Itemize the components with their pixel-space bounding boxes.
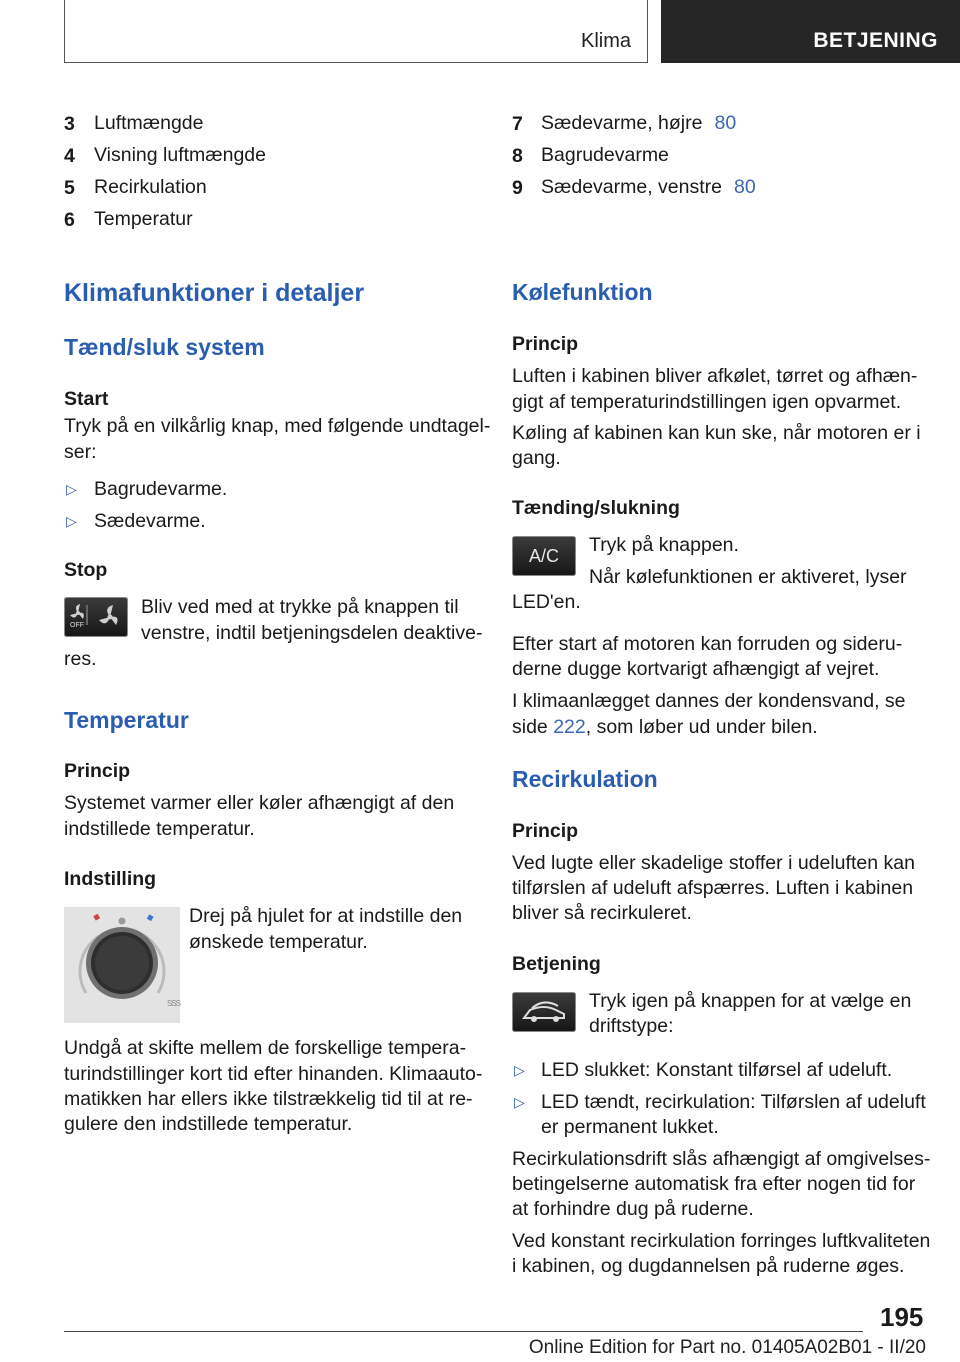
subsection-title: Temperatur (64, 707, 189, 733)
bullet-text-line: LED tændt, recirkulation: Tilførslen af udeluft (541, 1091, 926, 1113)
stop-text-line: Bliv ved med at trykke på knappen til (141, 596, 459, 618)
legend-number: 8 (512, 145, 523, 167)
stop-heading: Stop (64, 559, 108, 581)
bullet-triangle-icon: ▷ (66, 513, 77, 529)
operation-heading: Betjening (512, 953, 601, 975)
note-text-line: gulere den indstillede temperatur. (64, 1113, 353, 1135)
car-recirculation-icon (512, 992, 576, 1032)
legend-text: Bagrudevarme (541, 144, 669, 166)
header-section-box (64, 0, 648, 63)
page-reference-link[interactable]: 80 (734, 176, 756, 198)
subsection-title: Kølefunktion (512, 279, 653, 305)
climate-off-button-image (64, 597, 128, 637)
operation-text-line: driftstype: (589, 1015, 674, 1037)
principle-text-line: indstillede temperatur. (64, 818, 255, 840)
ac-label: A/C (528, 546, 559, 566)
setting-heading: Indstilling (64, 868, 157, 890)
text-segment: , som løber ud under bilen. (585, 716, 818, 738)
body-text-line: betingelserne automatisk fra efter nogen tid for (512, 1173, 916, 1195)
start-heading: Start (64, 388, 109, 410)
body-text-line (512, 715, 818, 740)
principle-text-line: Systemet varmer eller køler afhængigt af den (64, 792, 455, 814)
ac-button-image (512, 536, 576, 576)
edition-text: Online Edition for Part no. 01405A02B01 - II/20 (528, 1337, 926, 1358)
start-text-line: Tryk på en vilkårlig knap, med følgende undtagel- (64, 415, 491, 437)
operation-text-line: Tryk igen på knappen for at vælge en (589, 990, 912, 1012)
subsection-title: Tænd/sluk system (64, 334, 265, 360)
principle-heading: Princip (64, 760, 131, 782)
heat-symbol-label: SSS (167, 999, 181, 1008)
principle-text-line: bliver så recirkuleret. (512, 902, 692, 924)
page-reference-link[interactable]: 222 (553, 716, 586, 738)
legend-text: Visning luftmængde (94, 144, 266, 166)
bullet-text: Sædevarme. (94, 510, 206, 532)
legend-text: Temperatur (94, 208, 193, 230)
stop-text-line: res. (64, 648, 97, 670)
principle-text-line: Ved lugte eller skadelige stoffer i udeluften kan (512, 852, 915, 874)
legend-number: 9 (512, 177, 523, 199)
legend-text: Luftmængde (94, 112, 204, 134)
legend-number: 3 (64, 113, 75, 135)
principle-text-line: Køling af kabinen kan kun ske, når motoren er i (512, 422, 921, 444)
setting-text-line: ønskede temperatur. (189, 931, 368, 953)
note-text-line: matikken har ellers ikke tilstrækkelig tid til at re- (64, 1088, 473, 1110)
principle-heading: Princip (512, 333, 579, 355)
footer-divider (64, 1331, 863, 1332)
switch-text-line: LED'en. (512, 591, 581, 613)
header-section-title: Klima (580, 30, 631, 52)
body-text-line: i kabinen, og dugdannelsen på ruderne øges. (512, 1255, 905, 1277)
switch-heading: Tænding/slukning (512, 497, 680, 519)
legend-number: 7 (512, 113, 523, 135)
page-reference-link[interactable]: 80 (714, 112, 737, 134)
recirculation-button-image (512, 992, 576, 1032)
temperature-knob-image (64, 907, 180, 1023)
body-text-line: at forhindre dug på ruderne. (512, 1198, 754, 1220)
bullet-text: LED slukket: Konstant tilførsel af udeluft. (541, 1059, 893, 1081)
temperature-dial-icon (64, 907, 180, 1023)
legend-number: 5 (64, 177, 75, 199)
note-text-line: turindstillinger kort tid efter hinanden. Klimaauto- (64, 1063, 483, 1085)
body-text-line: Recirkulationsdrift slås afhængigt af omgivelses- (512, 1148, 931, 1170)
text-segment: side (512, 716, 554, 738)
body-text-line: Ved konstant recirkulation forringes luftkvaliteten (512, 1230, 931, 1252)
body-text-line: derne dugge kortvarigt afhængigt af vejret. (512, 658, 880, 680)
legend-text: Sædevarme, venstre (541, 176, 722, 198)
principle-text-line: gigt af temperaturindstillingen igen opvarmet. (512, 391, 902, 413)
switch-text: Tryk på knappen. (589, 534, 739, 556)
stop-text-line: venstre, indtil betjeningsdelen deaktive- (141, 622, 483, 644)
section-title: Klimafunktioner i detaljer (64, 279, 365, 307)
principle-text-line: gang. (512, 447, 561, 469)
legend-item (541, 111, 736, 136)
header-chapter-tab (661, 0, 960, 63)
legend-number: 6 (64, 209, 75, 231)
page-number: 195 (880, 1302, 924, 1332)
bullet-text-line: er permanent lukket. (541, 1116, 719, 1138)
bullet-triangle-icon: ▷ (514, 1062, 525, 1078)
header-chapter-title: BETJENING (813, 29, 938, 52)
start-text-line: ser: (64, 441, 97, 463)
fan-off-icon (64, 597, 128, 637)
off-label: OFF (70, 622, 84, 629)
legend-item (541, 175, 756, 200)
principle-text-line: Luften i kabinen bliver afkølet, tørret og afhæn- (512, 365, 918, 387)
principle-text-line: tilførslen af udeluft afspærres. Luften i kabinen (512, 877, 914, 899)
bullet-text: Bagrudevarme. (94, 478, 228, 500)
bullet-triangle-icon: ▷ (514, 1094, 525, 1110)
note-text-line: Undgå at skifte mellem de forskellige tempera- (64, 1037, 467, 1059)
legend-text: Sædevarme, højre (541, 112, 703, 134)
subsection-title: Recirkulation (512, 766, 658, 792)
principle-heading: Princip (512, 820, 579, 842)
body-text-line: Efter start af motoren kan forruden og sideru- (512, 633, 903, 655)
switch-text-line: Når kølefunktionen er aktiveret, lyser (589, 566, 907, 588)
body-text-line: I klimaanlægget dannes der kondensvand, se (512, 690, 906, 712)
legend-text: Recirkulation (94, 176, 207, 198)
legend-number: 4 (64, 145, 75, 167)
setting-text-line: Drej på hjulet for at indstille den (189, 905, 463, 927)
bullet-triangle-icon: ▷ (66, 481, 77, 497)
